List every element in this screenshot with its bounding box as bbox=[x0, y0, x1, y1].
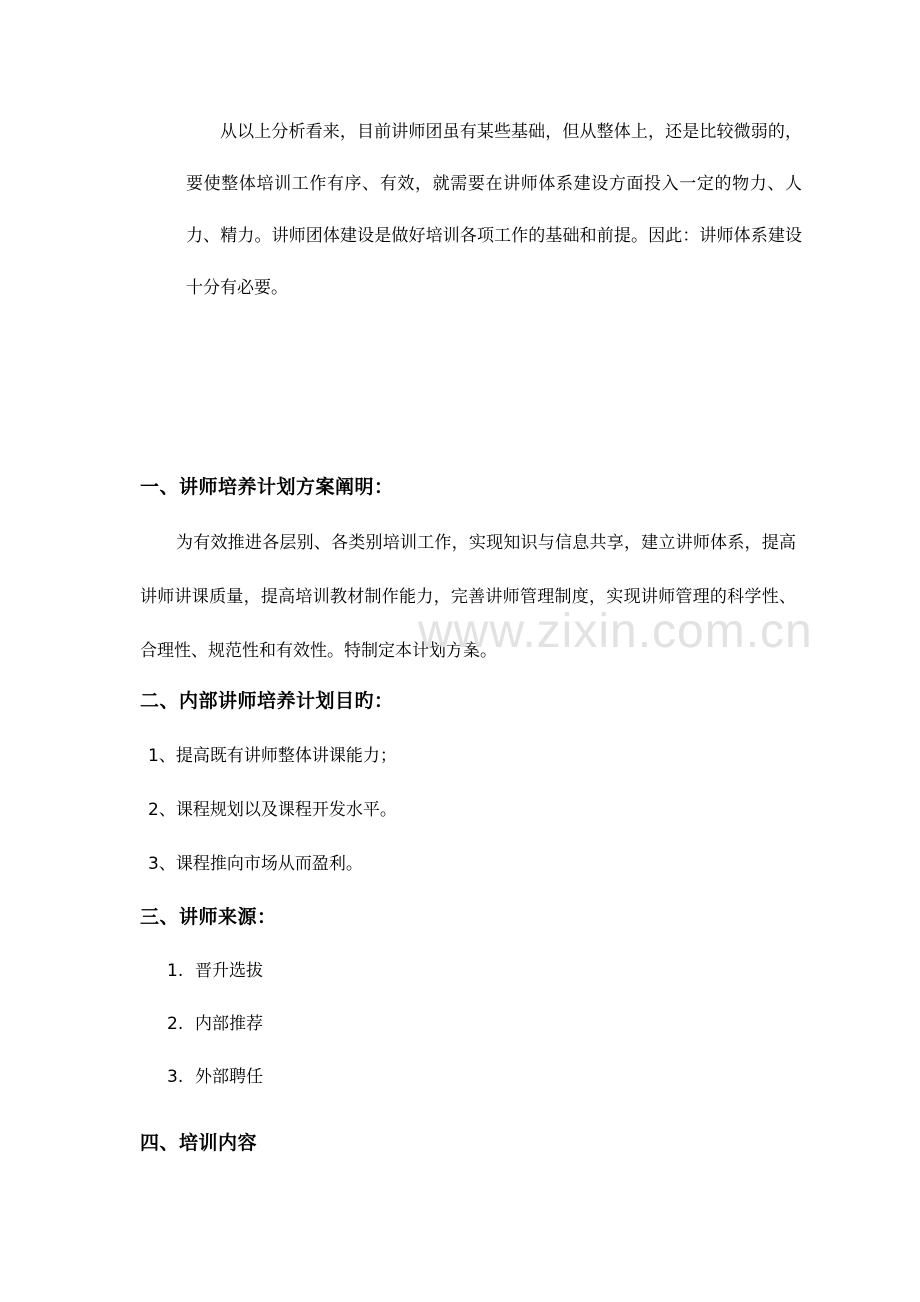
list-item: 3、课程推向市场从而盈利。 bbox=[148, 854, 363, 874]
list-item: 1、提高既有讲师整体讲课能力； bbox=[148, 746, 397, 766]
list-text: 内部推荐 bbox=[195, 1014, 263, 1034]
list-number: 3. bbox=[167, 1067, 184, 1087]
list-text: 外部聘任 bbox=[195, 1067, 263, 1087]
list-number: 1. bbox=[167, 961, 184, 981]
watermark: www.zixin.com.cn bbox=[418, 605, 813, 658]
list-number: 2. bbox=[167, 1014, 184, 1034]
section-heading-2: 二、内部讲师培养计划目旳： bbox=[140, 690, 394, 712]
lecturer-source-list bbox=[167, 958, 263, 1117]
section-1-text: 为有效推进各层别、各类别培训工作，实现知识与信息共享，建立讲师体系，提高讲师讲课质量，提高培训教材制作能力，完善讲师管理制度，实现讲师管理的科学性、合理性、规范性和有效性。特制定本计划方案。 bbox=[140, 533, 796, 661]
list-item bbox=[167, 958, 263, 1011]
intro-text: 从以上分析看来，目前讲师团虽有某些基础，但从整体上，还是比较微弱的，要使整体培训工作有序、有效，就需要在讲师体系建设方面投入一定的物力、人力、精力。讲师团体建设是做好培训各项工作的基础和前提。因此：讲师体系建设十分有必要。 bbox=[186, 122, 802, 298]
list-text: 晋升选拔 bbox=[195, 961, 263, 981]
intro-paragraph bbox=[186, 106, 802, 314]
section-heading-1: 一、讲师培养计划方案阐明： bbox=[140, 476, 394, 498]
list-item: 2、课程规划以及课程开发水平。 bbox=[148, 800, 397, 820]
objectives-list bbox=[148, 734, 397, 896]
section-1-paragraph bbox=[140, 516, 796, 678]
section-heading-3: 三、讲师来源： bbox=[140, 906, 277, 928]
list-item bbox=[167, 1011, 263, 1064]
section-heading-4: 四、培训内容 bbox=[140, 1132, 258, 1154]
list-item bbox=[167, 1064, 263, 1117]
